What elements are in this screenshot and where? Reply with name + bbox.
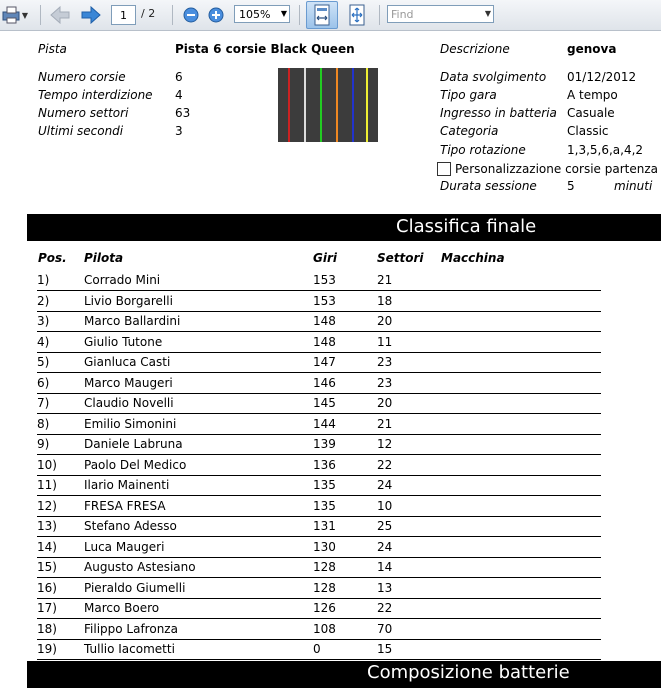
next-section-band (27, 661, 661, 688)
table-row (37, 619, 601, 640)
table-row (37, 598, 601, 619)
tempo-interdizione-label: Tempo interdizione (38, 88, 153, 102)
cell-pilota: Pieraldo Giumelli (84, 580, 186, 595)
cell-pos: 19) (37, 642, 57, 656)
column-header-settori: Settori (377, 251, 424, 265)
cell-settori: 70 (377, 621, 393, 636)
page-number-input[interactable]: 1 (111, 5, 136, 25)
arrow-left-icon (50, 6, 70, 24)
track-lane (320, 68, 322, 142)
cell-pos: 12) (37, 498, 57, 513)
cell-pos: 17) (37, 601, 57, 615)
data-svolgimento-value: 01/12/2012 (567, 70, 637, 84)
numero-settori-value: 63 (175, 106, 191, 120)
cell-giri: 153 (313, 273, 336, 287)
cell-settori: 24 (377, 539, 393, 554)
table-row (37, 352, 601, 373)
zoom-in-button[interactable] (207, 6, 225, 24)
table-row (37, 414, 601, 435)
cell-pos: 16) (37, 580, 57, 595)
cell-settori: 12 (377, 437, 393, 451)
cell-giri: 148 (313, 334, 336, 349)
cell-giri: 139 (313, 437, 336, 451)
cell-pilota: Gianluca Casti (84, 355, 171, 369)
find-placeholder: Find (391, 7, 414, 21)
cell-settori: 23 (377, 355, 393, 369)
table-row (37, 578, 601, 599)
cell-pos: 14) (37, 539, 57, 554)
cell-giri: 147 (313, 355, 336, 369)
toolbar-separator (299, 5, 300, 25)
fit-width-button[interactable] (306, 1, 338, 29)
cell-settori: 22 (377, 601, 393, 615)
track-lanes-image (278, 68, 378, 142)
track-lane (288, 68, 290, 142)
column-header-giri: Giri (313, 251, 337, 265)
toolbar-separator (379, 5, 380, 25)
cell-giri: 145 (313, 396, 336, 410)
table-row (37, 455, 601, 476)
minus-circle-icon (183, 7, 199, 23)
cell-giri: 108 (313, 621, 336, 636)
cell-pilota: Filippo Lafronza (84, 621, 178, 636)
cell-settori: 20 (377, 396, 393, 410)
table-row (37, 496, 601, 517)
tipo-rotazione-value: 1,3,5,6,a,4,2 (567, 143, 644, 157)
personalizzazione-label: Personalizzazione corsie partenza (455, 162, 658, 176)
cell-pos: 18) (37, 621, 57, 636)
zoom-select[interactable] (234, 5, 290, 23)
cell-settori: 24 (377, 478, 393, 492)
cell-pos: 11) (37, 478, 57, 492)
cell-pilota: Ilario Mainenti (84, 478, 170, 492)
numero-corsie-value: 6 (175, 70, 183, 84)
cell-giri: 135 (313, 478, 336, 492)
toolbar-separator (40, 5, 41, 25)
previous-page-button[interactable] (49, 4, 71, 26)
cell-pilota: Claudio Novelli (84, 396, 174, 410)
cell-settori: 21 (377, 273, 393, 287)
personalizzazione-checkbox[interactable] (437, 162, 451, 176)
categoria-label: Categoria (440, 124, 499, 138)
find-input[interactable] (387, 5, 494, 23)
tipo-gara-value: A tempo (567, 88, 618, 102)
chevron-down-icon: ▼ (21, 10, 29, 20)
durata-sessione-value: 5 (567, 179, 575, 193)
track-lane (336, 68, 338, 142)
table-row (37, 270, 601, 291)
track-lane (352, 68, 354, 142)
column-header-pilota: Pilota (84, 251, 124, 265)
classifica-title: Classifica finale (396, 216, 537, 237)
cell-settori: 18 (377, 293, 393, 308)
track-lane (366, 68, 368, 142)
column-header-macchina: Macchina (441, 251, 505, 265)
categoria-value: Classic (567, 124, 609, 138)
ultimi-secondi-label: Ultimi secondi (38, 124, 124, 138)
table-row (37, 475, 601, 496)
table-row (37, 311, 601, 332)
cell-giri: 135 (313, 498, 336, 513)
ultimi-secondi-value: 3 (175, 124, 183, 138)
cell-pos: 15) (37, 560, 57, 574)
table-row (37, 332, 601, 353)
cell-pilota: Augusto Astesiano (84, 560, 196, 574)
pista-value: Pista 6 corsie Black Queen (175, 42, 355, 56)
toolbar-separator (172, 5, 173, 25)
cell-settori: 11 (377, 334, 393, 349)
print-icon (2, 6, 22, 24)
cell-pilota: Marco Ballardini (84, 314, 181, 328)
chevron-down-icon: ▼ (484, 9, 491, 18)
arrow-right-icon (81, 6, 101, 24)
cell-pos: 5) (37, 355, 50, 369)
chevron-down-icon: ▼ (280, 9, 287, 18)
cell-pilota: Corrado Mini (84, 273, 161, 287)
numero-settori-label: Numero settori (38, 106, 129, 120)
table-row (37, 393, 601, 414)
cell-pilota: Giulio Tutone (84, 334, 163, 349)
cell-settori: 14 (377, 560, 393, 574)
cell-pilota: Marco Boero (84, 601, 160, 615)
descrizione-label: Descrizione (440, 42, 510, 56)
table-row (37, 639, 601, 660)
cell-pos: 10) (37, 457, 57, 472)
cell-pos: 8) (37, 416, 50, 431)
tipo-gara-label: Tipo gara (440, 88, 497, 102)
cell-pilota: FRESA FRESA (84, 498, 166, 513)
cell-settori: 22 (377, 457, 393, 472)
cell-giri: 128 (313, 560, 336, 574)
column-header-pos: Pos. (38, 251, 67, 265)
cell-pos: 4) (37, 334, 50, 349)
tempo-interdizione-value: 4 (175, 88, 183, 102)
cell-giri: 131 (313, 519, 336, 533)
cell-giri: 146 (313, 375, 336, 390)
tipo-rotazione-label: Tipo rotazione (440, 143, 526, 157)
cell-giri: 128 (313, 580, 336, 595)
cell-pos: 9) (37, 437, 50, 451)
cell-pos: 1) (37, 273, 50, 287)
cell-giri: 126 (313, 601, 336, 615)
cell-settori: 20 (377, 314, 393, 328)
cell-giri: 148 (313, 314, 336, 328)
table-row (37, 537, 601, 558)
cell-settori: 13 (377, 580, 393, 595)
cell-pos: 6) (37, 375, 50, 390)
cell-settori: 25 (377, 519, 393, 533)
pdf-toolbar (0, 0, 661, 31)
cell-giri: 153 (313, 293, 336, 308)
table-row (37, 516, 601, 537)
table-row (37, 557, 601, 578)
table-row (37, 434, 601, 455)
zoom-out-button[interactable] (182, 6, 200, 24)
cell-pos: 13) (37, 519, 57, 533)
cell-pilota: Paolo Del Medico (84, 457, 187, 472)
cell-settori: 21 (377, 416, 393, 431)
cell-giri: 130 (313, 539, 336, 554)
durata-sessione-unit: minuti (614, 179, 653, 193)
cell-giri: 136 (313, 457, 336, 472)
fit-width-icon (307, 2, 337, 28)
cell-pilota: Stefano Adesso (84, 519, 177, 533)
table-row (37, 373, 601, 394)
cell-pilota: Daniele Labruna (84, 437, 183, 451)
print-menu-button[interactable] (0, 4, 30, 26)
page-total-label: / 2 (141, 7, 156, 20)
cell-giri: 144 (313, 416, 336, 431)
cell-pilota: Emilio Simonini (84, 416, 177, 431)
ingresso-batteria-value: Casuale (567, 106, 615, 120)
track-lane (304, 68, 306, 142)
cell-pilota: Tullio Iacometti (84, 642, 175, 656)
next-section-title: Composizione batterie (367, 662, 570, 683)
descrizione-value: genova (567, 42, 617, 56)
cell-giri: 0 (313, 642, 321, 656)
next-page-button[interactable] (80, 4, 102, 26)
numero-corsie-label: Numero corsie (38, 70, 126, 84)
cell-pos: 3) (37, 314, 50, 328)
fit-page-icon (347, 4, 367, 26)
pista-label: Pista (38, 42, 67, 56)
cell-settori: 23 (377, 375, 393, 390)
durata-sessione-label: Durata sessione (440, 179, 537, 193)
classifica-header-band (27, 214, 661, 241)
cell-pilota: Marco Maugeri (84, 375, 173, 390)
cell-settori: 10 (377, 498, 393, 513)
ingresso-batteria-label: Ingresso in batteria (440, 106, 557, 120)
cell-pilota: Luca Maugeri (84, 539, 165, 554)
plus-circle-icon (208, 7, 224, 23)
zoom-value: 105% (239, 7, 271, 21)
data-svolgimento-label: Data svolgimento (440, 70, 547, 84)
cell-pos: 7) (37, 396, 50, 410)
cell-pilota: Livio Borgarelli (84, 293, 173, 308)
cell-settori: 15 (377, 642, 393, 656)
table-row (37, 291, 601, 312)
pdf-page (0, 31, 661, 683)
cell-pos: 2) (37, 293, 50, 308)
fit-page-button[interactable] (344, 3, 370, 27)
